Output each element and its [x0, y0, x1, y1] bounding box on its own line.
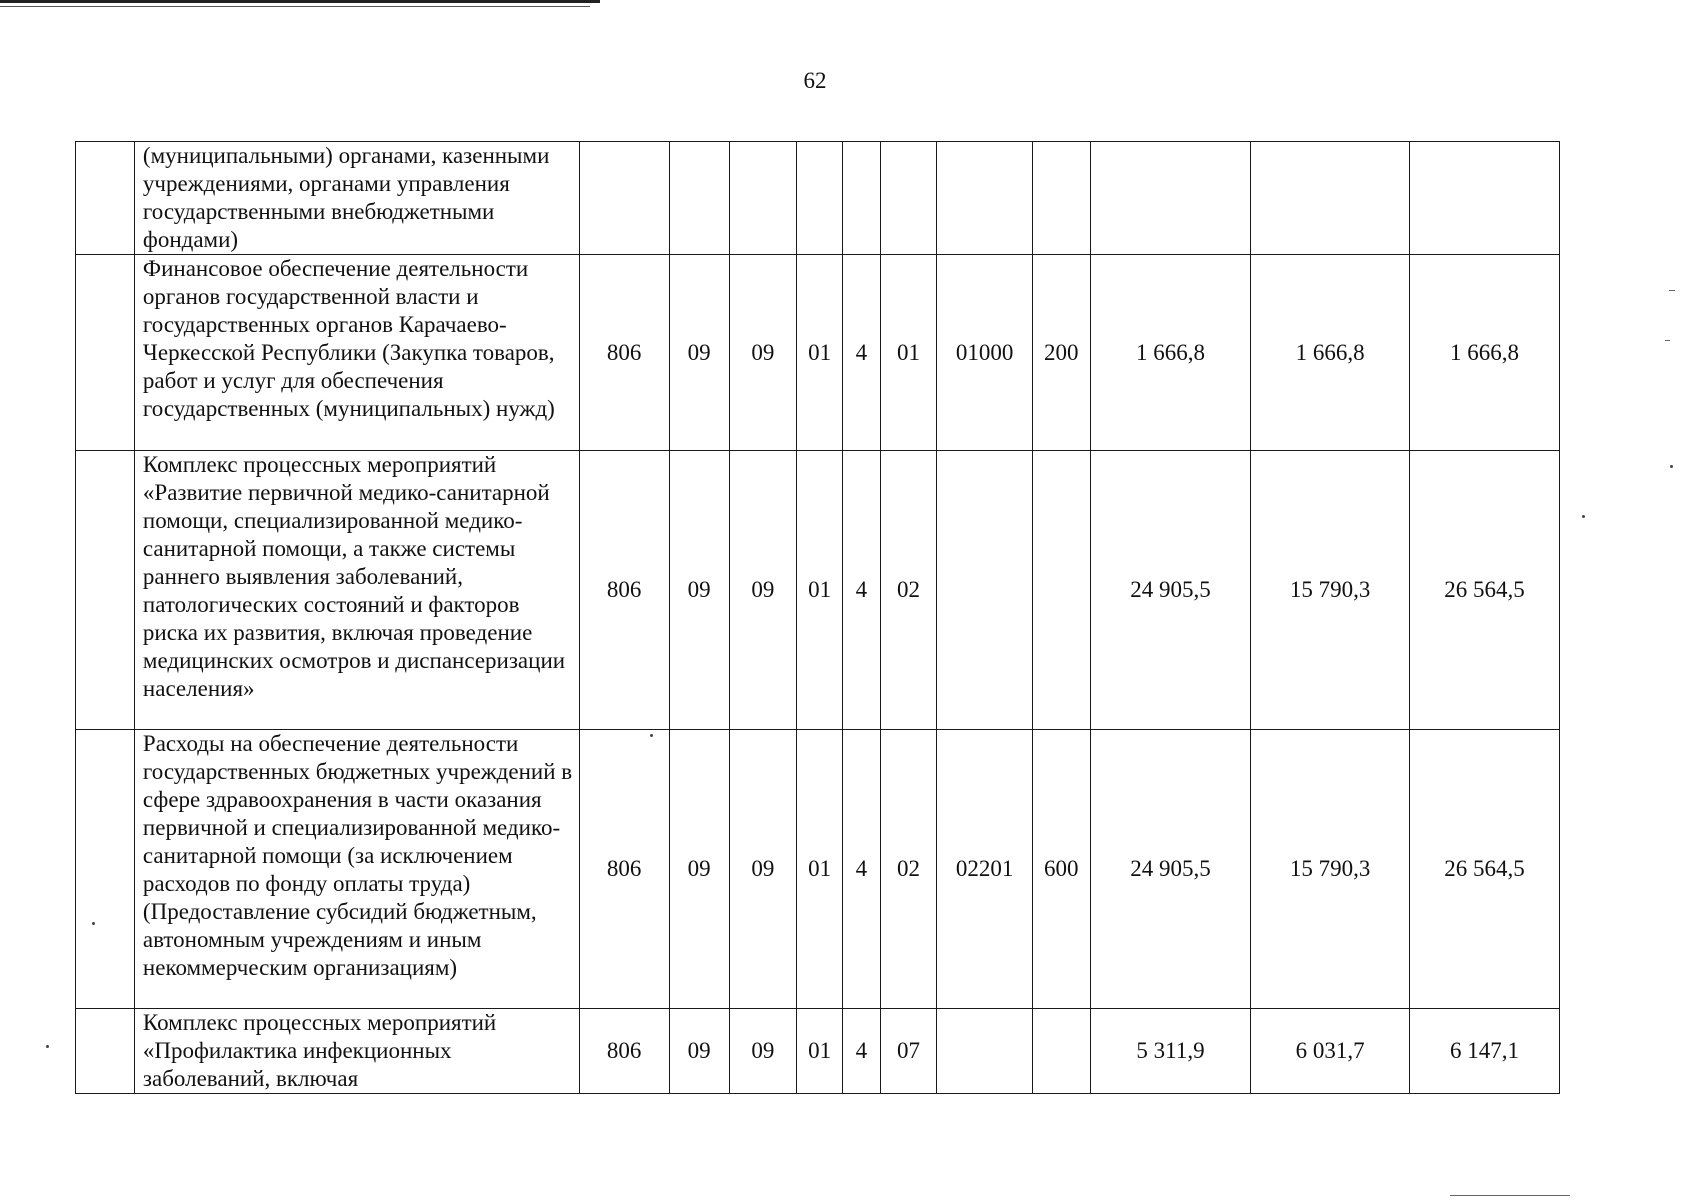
budget-table — [75, 141, 1560, 1094]
program-code-cell: 01 — [797, 451, 843, 730]
ministry-code-cell: 806 — [579, 255, 669, 451]
description-cell: Расходы на обеспечение деятельности государственных бюджетных учреждений в сфере здравоохранения в части оказания первичной и специализированной медико-санитарной помощи (за исключением расходов по фонду оплаты труда) (Предоставление субсидий бюджетным, автономным учреждениям и иным некоммерческим организациям) — [134, 730, 579, 1009]
expense-type-cell — [1032, 451, 1090, 730]
program-type-cell: 4 — [843, 451, 881, 730]
section-code-cell — [669, 142, 729, 255]
table-row — [76, 142, 1560, 255]
direction-code-cell — [937, 1009, 1032, 1094]
structure-element-cell — [880, 142, 937, 255]
amount-year1-cell: 5 311,9 — [1090, 1009, 1251, 1094]
row-number-cell — [76, 1009, 135, 1094]
scan-speck — [46, 1045, 49, 1048]
structure-element-cell: 01 — [880, 255, 937, 451]
amount-year1-cell: 1 666,8 — [1090, 255, 1251, 451]
amount-year2-cell: 1 666,8 — [1251, 255, 1410, 451]
amount-year1-cell: 24 905,5 — [1090, 451, 1251, 730]
expense-type-cell: 200 — [1032, 255, 1090, 451]
row-number-cell — [76, 255, 135, 451]
section-code-cell: 09 — [669, 255, 729, 451]
row-number-cell — [76, 451, 135, 730]
structure-element-cell: 02 — [880, 730, 937, 1009]
table-row — [76, 730, 1560, 1009]
scan-speck — [650, 734, 653, 737]
description-cell: Комплекс процессных мероприятий «Профилактика инфекционных заболеваний, включая — [134, 1009, 579, 1094]
table-row — [76, 1009, 1560, 1094]
subsection-code-cell — [729, 142, 797, 255]
program-code-cell: 01 — [797, 255, 843, 451]
program-type-cell: 4 — [843, 1009, 881, 1094]
description-cell: Финансовое обеспечение деятельности органов государственной власти и государственных органов Карачаево-Черкесской Республики (Закупка товаров, работ и услуг для обеспечения государственных (муниципальных) нужд) — [134, 255, 579, 451]
subsection-code-cell: 09 — [729, 451, 797, 730]
amount-year3-cell: 1 666,8 — [1409, 255, 1559, 451]
subsection-code-cell: 09 — [729, 255, 797, 451]
ministry-code-cell — [579, 142, 669, 255]
amount-year3-cell: 26 564,5 — [1409, 730, 1559, 1009]
amount-year2-cell — [1251, 142, 1410, 255]
amount-year3-cell: 6 147,1 — [1409, 1009, 1559, 1094]
amount-year2-cell: 6 031,7 — [1251, 1009, 1410, 1094]
program-code-cell — [797, 142, 843, 255]
direction-code-cell: 01000 — [937, 255, 1032, 451]
expense-type-cell: 600 — [1032, 730, 1090, 1009]
table-row — [76, 255, 1560, 451]
direction-code-cell: 02201 — [937, 730, 1032, 1009]
scan-mark — [1450, 1195, 1570, 1196]
top-border-line-secondary — [0, 6, 590, 7]
ministry-code-cell: 806 — [579, 451, 669, 730]
program-code-cell: 01 — [797, 1009, 843, 1094]
top-border-line — [0, 0, 600, 3]
program-type-cell: 4 — [843, 730, 881, 1009]
expense-type-cell — [1032, 142, 1090, 255]
ministry-code-cell: 806 — [579, 730, 669, 1009]
page-number: 62 — [803, 68, 827, 93]
amount-year2-cell: 15 790,3 — [1251, 730, 1410, 1009]
table-row — [76, 451, 1560, 730]
subsection-code-cell: 09 — [729, 1009, 797, 1094]
direction-code-cell — [937, 142, 1032, 255]
scan-mark — [1669, 290, 1675, 291]
amount-year1-cell — [1090, 142, 1251, 255]
section-code-cell: 09 — [669, 730, 729, 1009]
amount-year2-cell: 15 790,3 — [1251, 451, 1410, 730]
subsection-code-cell: 09 — [729, 730, 797, 1009]
description-cell: (муниципальными) органами, казенными учреждениями, органами управления государственными внебюджетными фондами) — [134, 142, 579, 255]
description-cell: Комплекс процессных мероприятий «Развитие первичной медико-санитарной помощи, специализированной медико-санитарной помощи, а также системы раннего выявления заболеваний, патологических состояний и факторов риска их развития, включая проведение медицинских осмотров и диспансеризации населения» — [134, 451, 579, 730]
program-code-cell: 01 — [797, 730, 843, 1009]
row-number-cell — [76, 730, 135, 1009]
scan-speck — [1670, 465, 1673, 468]
section-code-cell: 09 — [669, 451, 729, 730]
row-number-cell — [76, 142, 135, 255]
scan-mark — [1665, 340, 1670, 341]
scan-speck — [92, 922, 95, 925]
section-code-cell: 09 — [669, 1009, 729, 1094]
structure-element-cell: 02 — [880, 451, 937, 730]
program-type-cell: 4 — [843, 255, 881, 451]
amount-year1-cell: 24 905,5 — [1090, 730, 1251, 1009]
amount-year3-cell: 26 564,5 — [1409, 451, 1559, 730]
scan-speck — [1582, 515, 1585, 518]
structure-element-cell: 07 — [880, 1009, 937, 1094]
direction-code-cell — [937, 451, 1032, 730]
amount-year3-cell — [1409, 142, 1559, 255]
expense-type-cell — [1032, 1009, 1090, 1094]
program-type-cell — [843, 142, 881, 255]
ministry-code-cell: 806 — [579, 1009, 669, 1094]
